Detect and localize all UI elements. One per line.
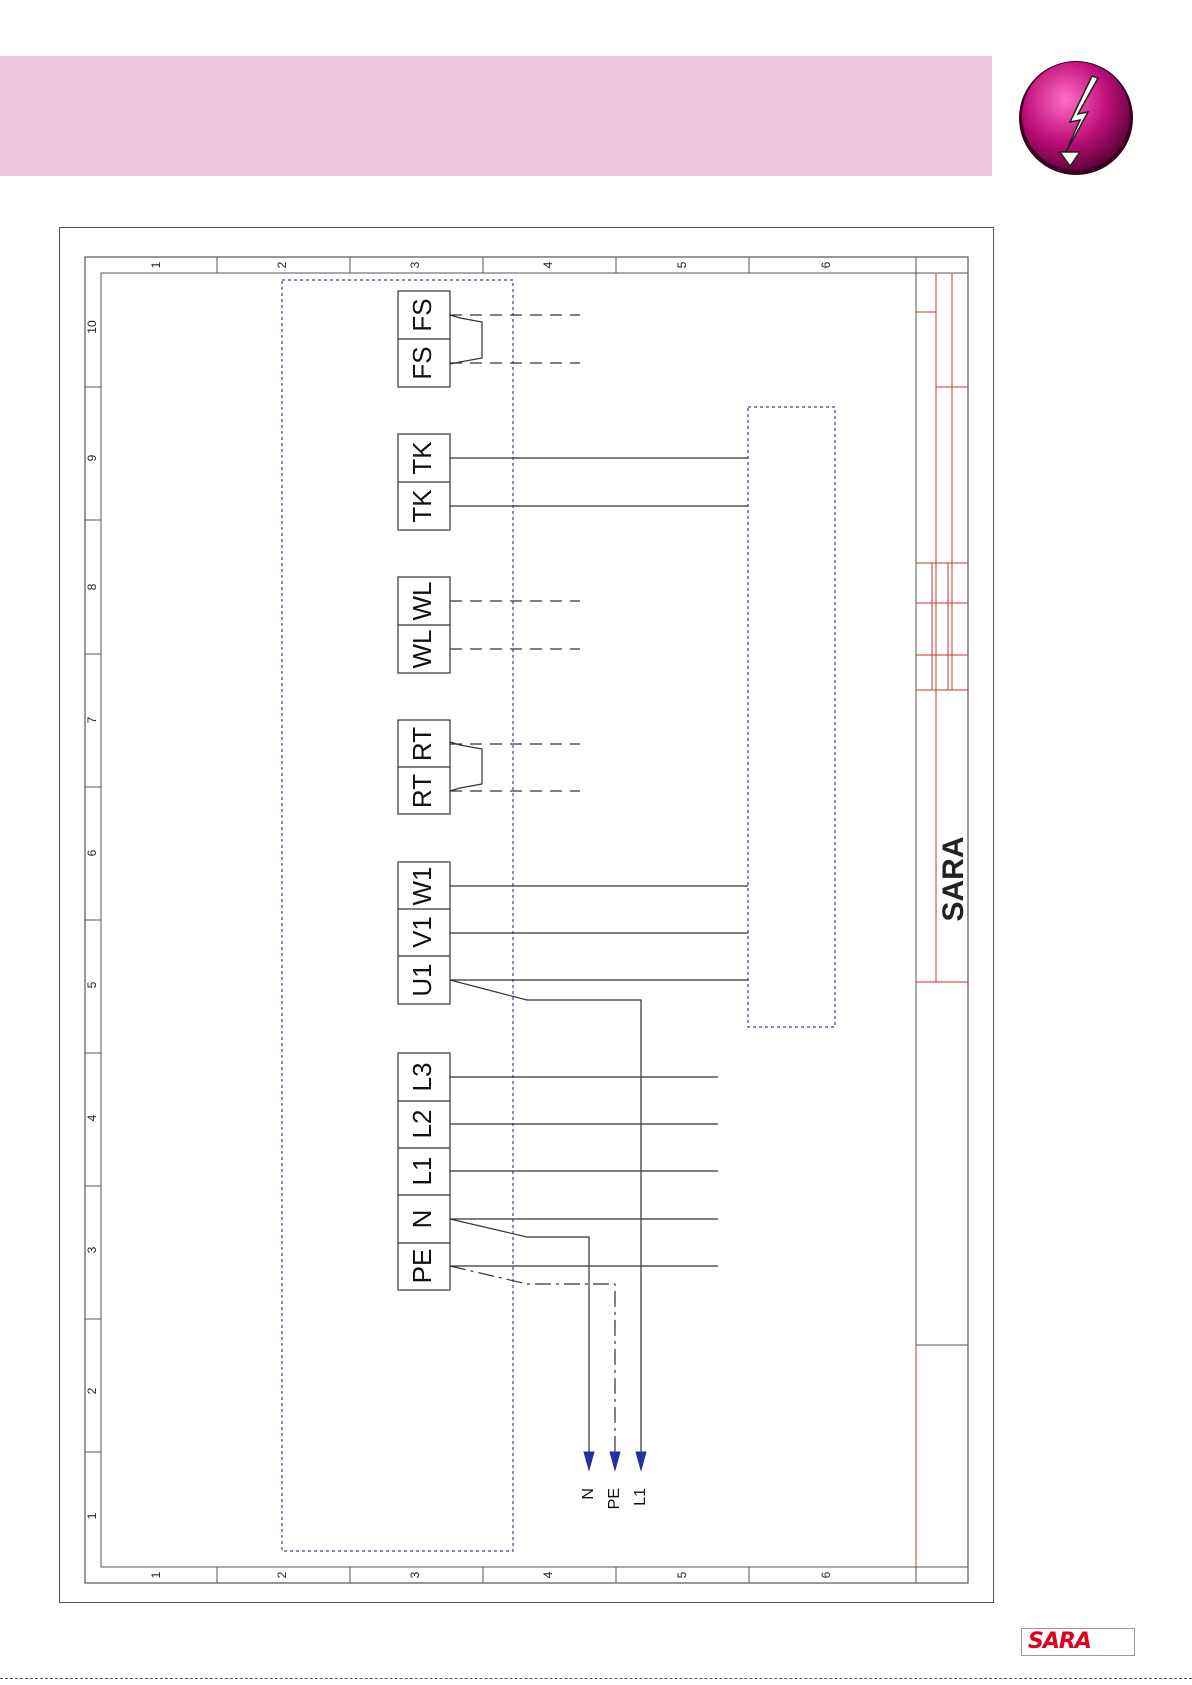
column-label: 4 xyxy=(541,1571,556,1579)
terminal-label: RT xyxy=(406,726,437,762)
column-label: 6 xyxy=(819,261,834,269)
arrow-down-icon xyxy=(584,1452,594,1470)
terminal-label: U1 xyxy=(406,963,437,997)
row-label: 4 xyxy=(85,1114,100,1122)
row-label: 2 xyxy=(85,1387,100,1395)
arrow-down-icon xyxy=(610,1452,620,1470)
row-label: 1 xyxy=(85,1512,100,1520)
jumpers xyxy=(450,315,482,791)
column-label: 2 xyxy=(275,261,290,269)
title-block-brand: SARA xyxy=(936,836,970,922)
dashed-wires xyxy=(450,315,580,791)
column-label: 6 xyxy=(819,1571,834,1579)
column-label: 3 xyxy=(408,261,423,269)
row-dividers xyxy=(85,387,101,1452)
column-label: 4 xyxy=(541,261,556,269)
row-label: 10 xyxy=(85,320,100,334)
terminal-label: TK xyxy=(406,489,437,523)
frame-inner xyxy=(101,273,968,1567)
solid-wires xyxy=(450,458,748,1266)
terminal-label: L3 xyxy=(406,1062,437,1092)
terminal-label: PE xyxy=(406,1248,437,1284)
footer-rule xyxy=(0,1678,1192,1679)
column-label: 2 xyxy=(275,1571,290,1579)
terminal-label: FS xyxy=(406,346,437,380)
terminal-label: RT xyxy=(406,773,437,809)
column-dividers xyxy=(217,257,916,1583)
brand-logo-text: SARA xyxy=(1023,1629,1096,1655)
terminal-labels xyxy=(407,298,437,1283)
fs-jumper xyxy=(450,315,482,364)
column-label: 1 xyxy=(149,1571,164,1579)
terminal-label: N xyxy=(406,1209,437,1229)
pe-supply-wire xyxy=(450,1266,615,1452)
supply-label-l1: L1 xyxy=(632,1488,650,1506)
n-supply-wire xyxy=(450,1219,589,1452)
brand-logo xyxy=(1021,1628,1135,1656)
terminal-label: W1 xyxy=(406,866,437,906)
supply-wires xyxy=(450,980,641,1452)
terminal-label: TK xyxy=(406,441,437,475)
terminal-label: L1 xyxy=(406,1156,437,1186)
column-label: 1 xyxy=(149,261,164,269)
row-label: 5 xyxy=(85,981,100,989)
terminal-label: V1 xyxy=(406,916,437,948)
terminal-label: FS xyxy=(406,298,437,332)
rt-jumper xyxy=(450,742,482,791)
supply-label-n: N xyxy=(580,1488,598,1500)
terminal-label: WL xyxy=(406,629,437,669)
supply-arrows xyxy=(584,1452,646,1470)
terminal-label: L2 xyxy=(406,1109,437,1139)
arrow-down-icon xyxy=(636,1452,646,1470)
motor-box-outline xyxy=(748,407,835,1027)
column-label: 5 xyxy=(675,1571,690,1579)
terminal-label: WL xyxy=(406,581,437,621)
column-labels-bottom xyxy=(149,1571,833,1578)
row-label: 7 xyxy=(85,716,100,724)
supply-labels xyxy=(580,1488,649,1509)
column-labels-top xyxy=(149,261,833,268)
row-label: 3 xyxy=(85,1246,100,1254)
row-label: 8 xyxy=(85,583,100,591)
column-label: 3 xyxy=(408,1571,423,1579)
column-label: 5 xyxy=(675,261,690,269)
row-label: 9 xyxy=(85,454,100,462)
l1-supply-wire xyxy=(450,980,641,1452)
supply-label-pe: PE xyxy=(606,1488,624,1510)
row-label: 6 xyxy=(85,849,100,857)
